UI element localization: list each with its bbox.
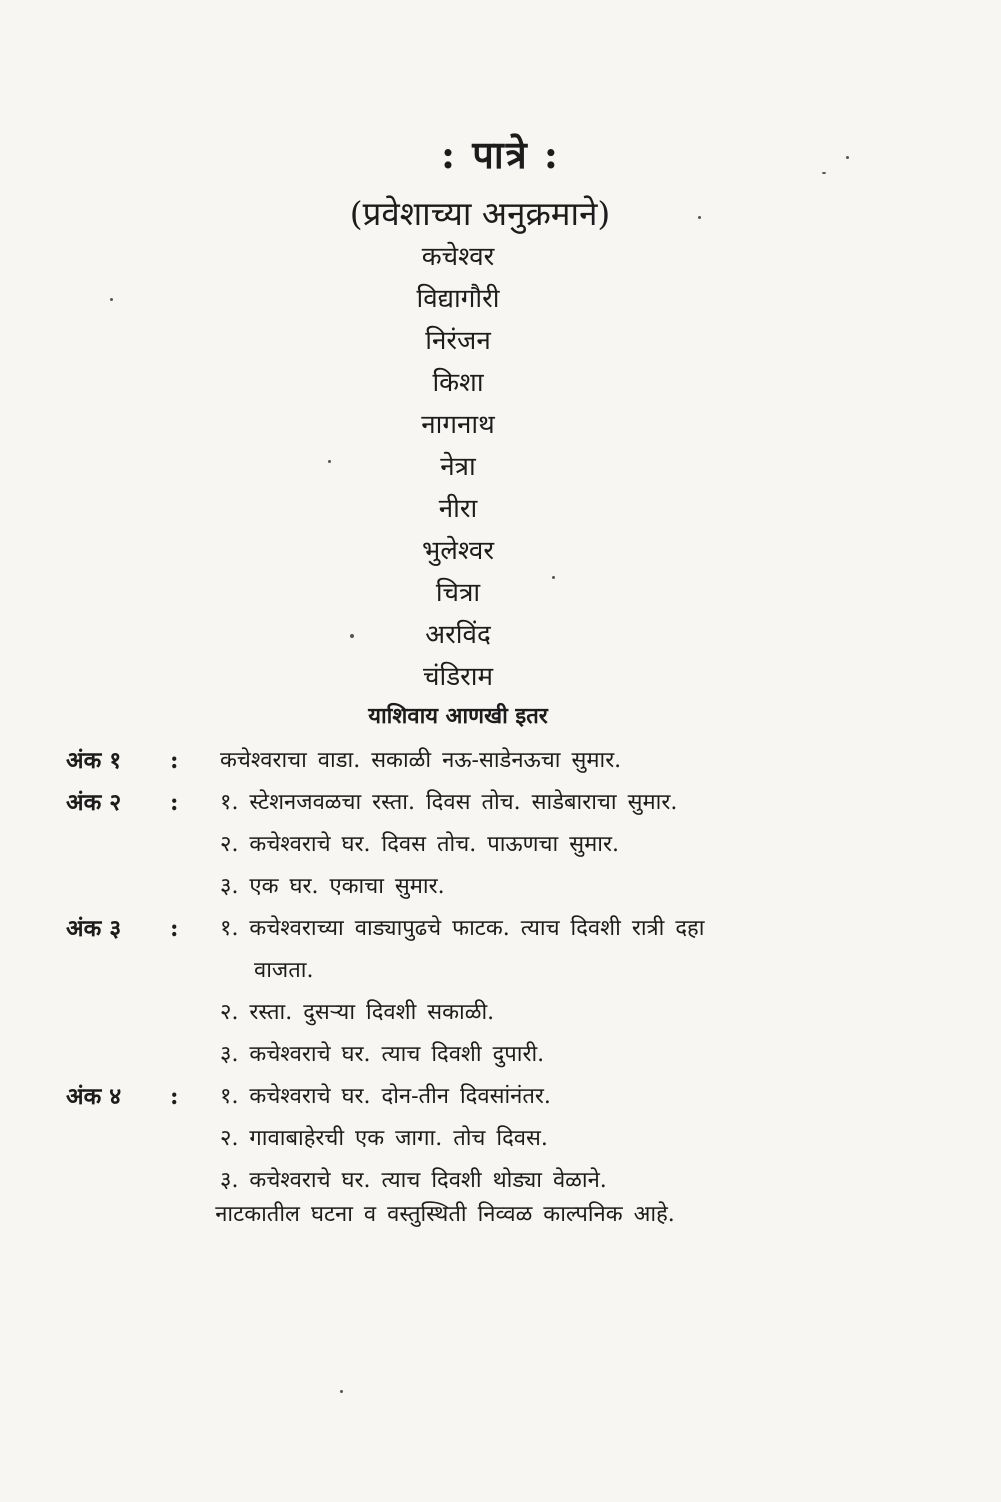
act-label: अंक १ — [66, 747, 122, 774]
scene-item — [220, 824, 860, 866]
act-label: अंक ३ — [66, 915, 122, 942]
character-item: भुलेश्वर — [421, 536, 495, 566]
character-item: निरंजन — [425, 326, 491, 356]
character-item: अरविंद — [425, 620, 491, 650]
paper-speck — [350, 634, 354, 638]
act-colon: : — [170, 915, 179, 942]
scene-item — [220, 908, 860, 992]
page-title: : पात्रे : — [441, 132, 560, 177]
page-subtitle: (प्रवेशाच्या अनुक्रमाने) — [349, 194, 611, 233]
fiction-disclaimer: नाटकातील घटना व वस्तुस्थिती निव्वळ काल्पनिक आहे. — [215, 1202, 675, 1227]
scene-item — [220, 782, 860, 824]
scene-text: २. रस्ता. दुसऱ्या दिवशी सकाळी. — [220, 1000, 495, 1025]
act-3 — [0, 908, 1001, 1076]
scene-text: १. कचेश्वराच्या वाड्यापुढचे फाटक. त्याच दिवशी रात्री दहा — [220, 916, 705, 941]
scene-list — [220, 782, 860, 908]
scene-item — [220, 740, 860, 782]
character-item: चंडिराम — [422, 662, 494, 692]
act-1 — [0, 740, 1001, 782]
scene-text: ३. एक घर. एकाचा सुमार. — [220, 874, 445, 899]
scene-text: ३. कचेश्वराचे घर. त्याच दिवशी दुपारी. — [220, 1042, 545, 1067]
act-colon: : — [170, 1083, 179, 1110]
paper-speck — [328, 460, 331, 463]
act-colon: : — [170, 747, 179, 774]
scene-text: ३. कचेश्वराचे घर. त्याच दिवशी थोड्या वेळाने. — [220, 1168, 607, 1193]
scene-text: १. कचेश्वराचे घर. दोन-तीन दिवसांनंतर. — [220, 1084, 551, 1109]
paper-speck — [822, 172, 826, 174]
scene-text: २. कचेश्वराचे घर. दिवस तोच. पाऊणचा सुमार. — [220, 832, 619, 857]
scene-list — [220, 908, 860, 1076]
act-2 — [0, 782, 1001, 908]
scene-list — [220, 1076, 860, 1202]
character-item: चित्रा — [435, 578, 481, 608]
scene-text: कचेश्वराचा वाडा. सकाळी नऊ-साडेनऊचा सुमार. — [220, 748, 622, 773]
act-colon: : — [170, 789, 179, 816]
character-item: किशा — [432, 368, 484, 398]
scene-item — [220, 1034, 860, 1076]
scene-item — [220, 866, 860, 908]
scene-item — [220, 992, 860, 1034]
act-label: अंक २ — [66, 789, 122, 816]
scene-text: १. स्टेशनजवळचा रस्ता. दिवस तोच. साडेबाराचा सुमार. — [220, 790, 678, 815]
act-label: अंक ४ — [66, 1083, 122, 1110]
others-heading: याशिवाय आणखी इतर — [368, 703, 548, 729]
paper-speck — [552, 576, 555, 579]
paper-speck — [698, 216, 701, 219]
scene-item — [220, 1076, 860, 1118]
paper-speck — [110, 298, 113, 301]
paper-speck — [846, 156, 849, 159]
paper-speck — [340, 1390, 343, 1393]
scene-list — [220, 740, 860, 782]
character-item: कचेश्वर — [421, 242, 495, 272]
scene-item — [220, 1160, 860, 1202]
character-item: नागनाथ — [421, 410, 495, 440]
character-list — [0, 236, 916, 698]
scene-text-continued: वाजता. — [254, 958, 314, 983]
scene-text: २. गावाबाहेरची एक जागा. तोच दिवस. — [220, 1126, 548, 1151]
character-item: नीरा — [438, 494, 478, 524]
scene-item — [220, 1118, 860, 1160]
character-item: विद्यागौरी — [416, 284, 500, 314]
act-schedule — [0, 740, 1001, 1202]
character-item: नेत्रा — [440, 452, 476, 482]
act-4 — [0, 1076, 1001, 1202]
